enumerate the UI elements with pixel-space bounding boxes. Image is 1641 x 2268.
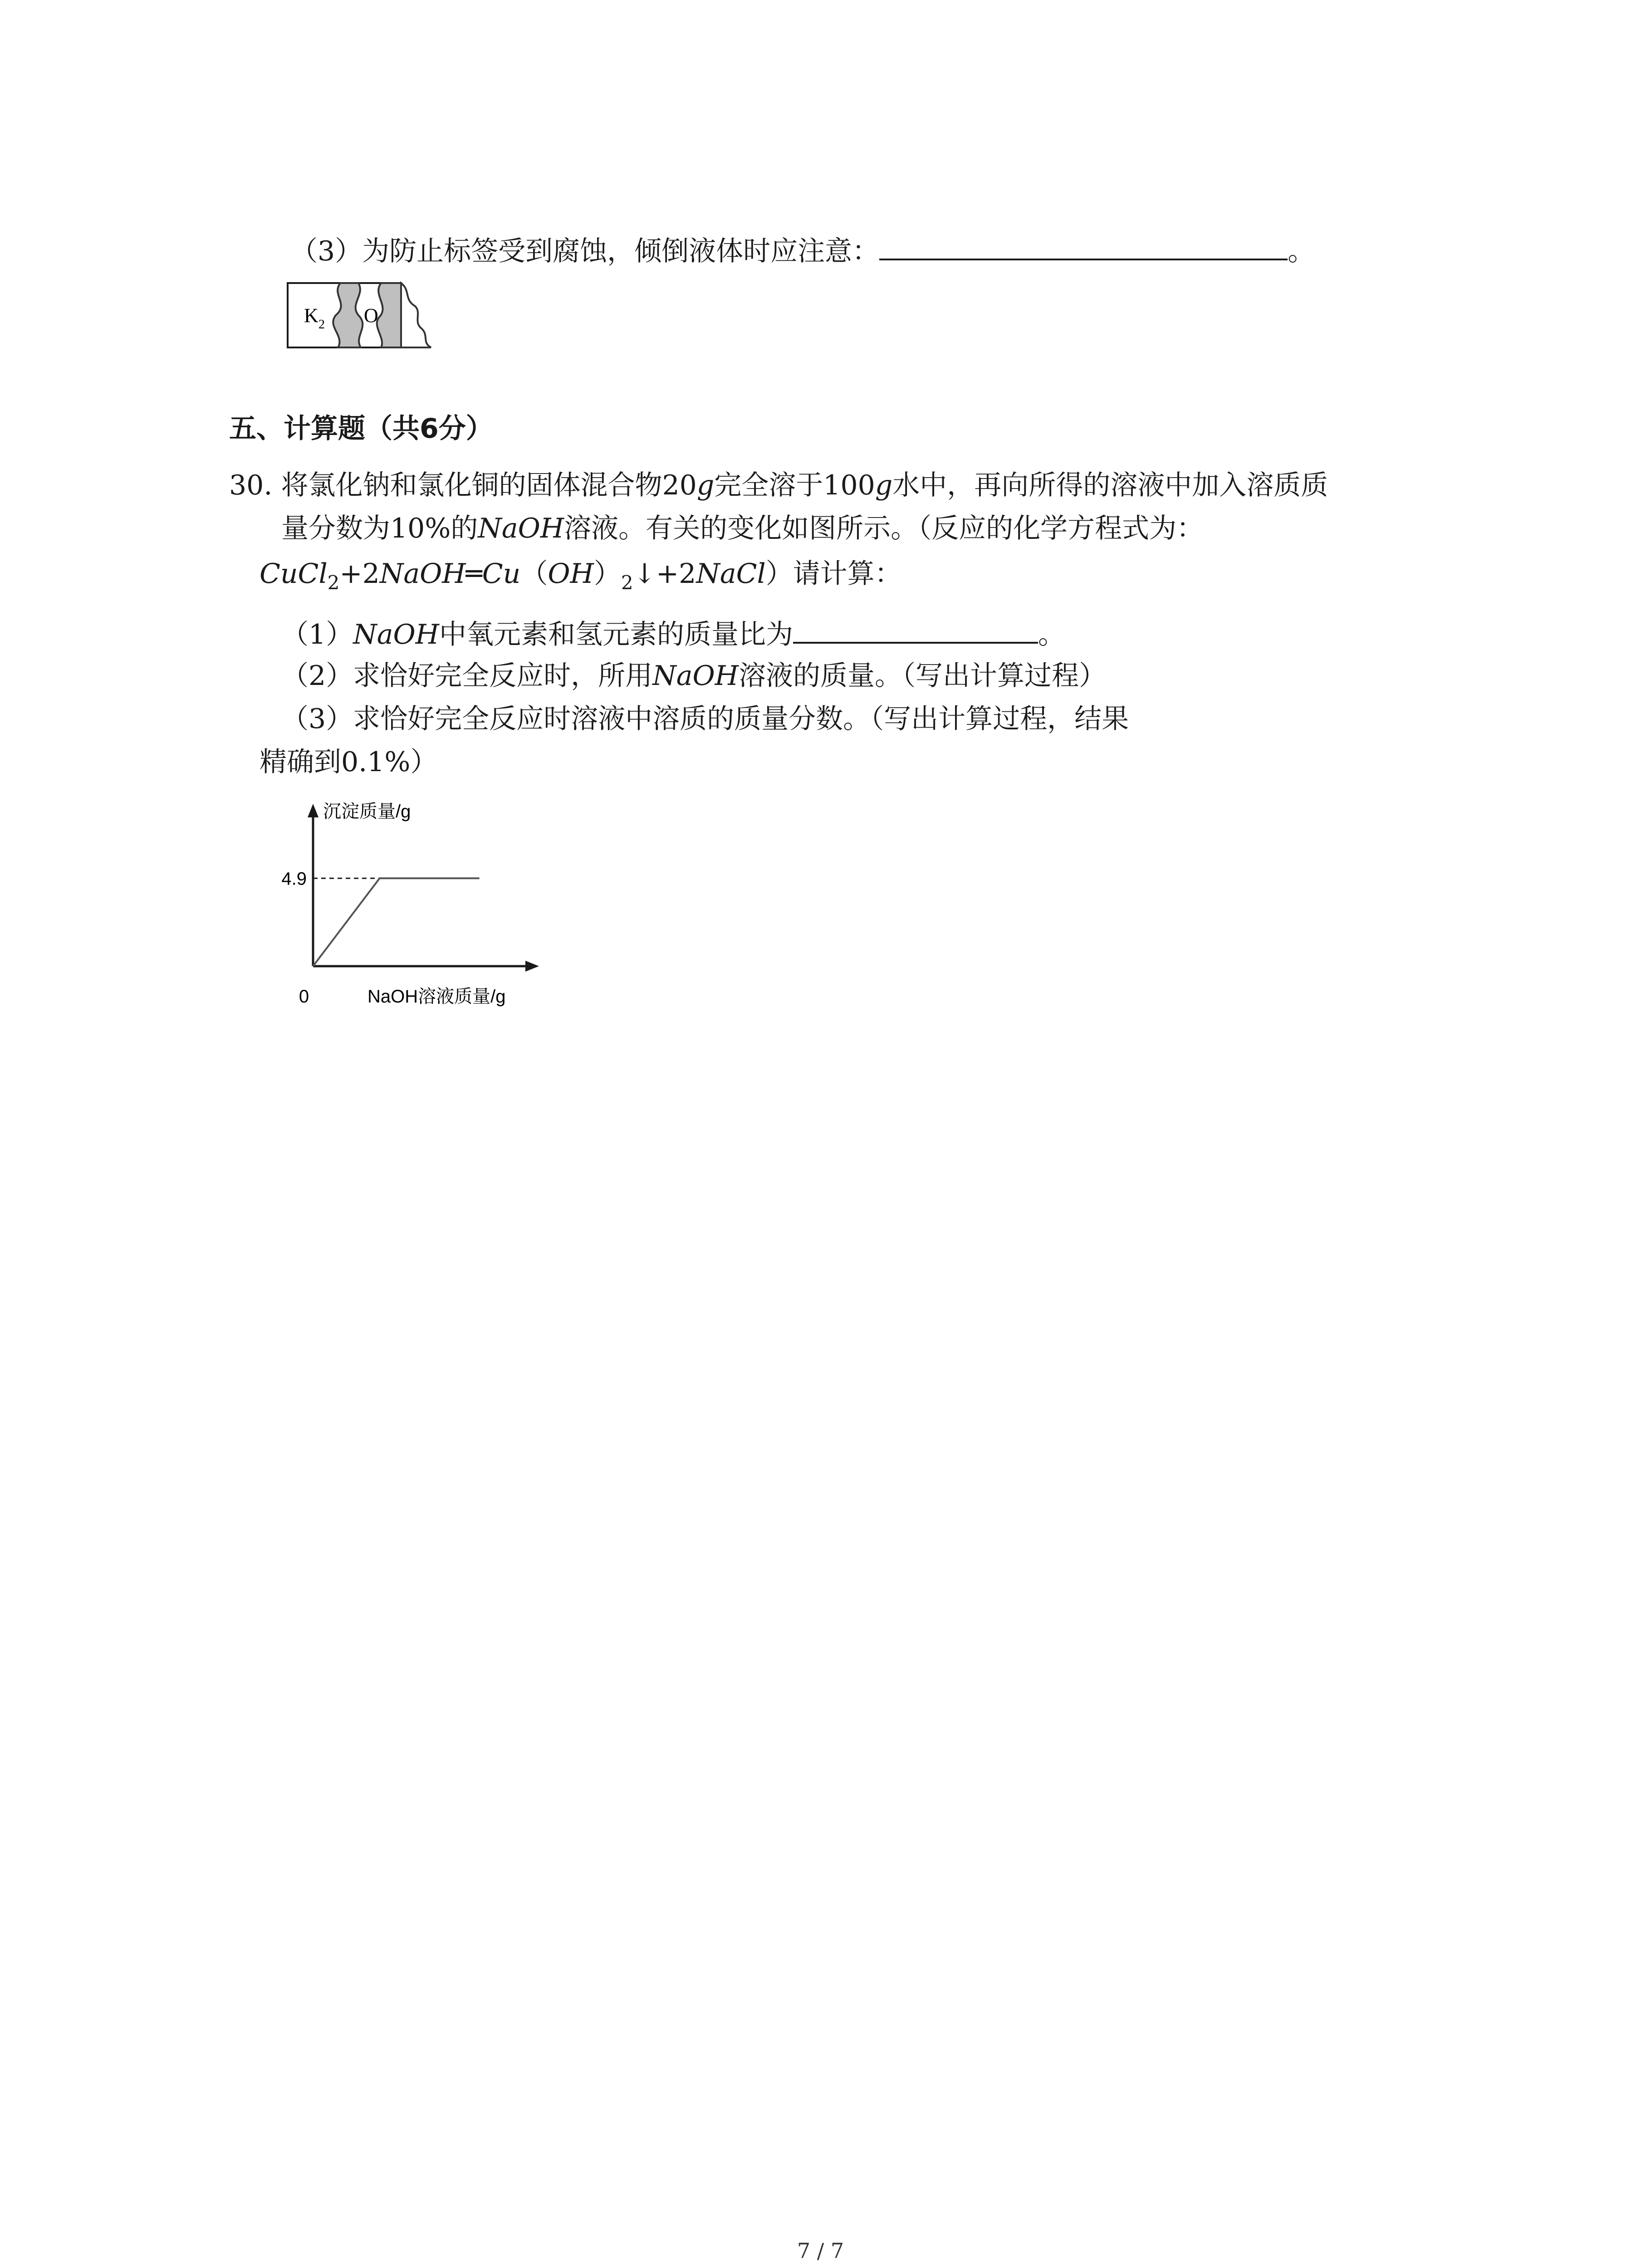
q30-text: 水中，再向所得的溶液中加入溶质质 [892,469,1328,501]
precipitate-arrow-coefficient: ↓+2 [633,558,696,590]
paren-open: （ [520,558,548,590]
q30-text: ）请计算： [765,558,902,590]
q3-sub-question [290,231,1315,269]
formula-naoh: NaOH [353,619,439,650]
x-axis-label: NaOH溶液质量/g [367,987,506,1007]
plus-coefficient: +2 [339,558,380,590]
q30-text: 溶液的质量。（写出计算过程） [738,660,1106,692]
label-letter-k: K [304,304,318,327]
q30-equation [260,556,902,601]
q30-sub-1 [281,615,1065,653]
q30-sub-3-continued: 精确到0.1%） [260,746,438,778]
formula-cu: Cu [482,558,521,590]
q30-text: 溶液。有关的变化如图所示。（反应的化学方程式为： [564,513,1204,544]
q30-line-2 [281,510,1204,547]
corroded-label-image [286,281,440,349]
q30-text: （3）求恰好完全反应时溶液中溶质的质量分数。（写出计算过程，结果 [281,703,1129,735]
y-tick-label: 4.9 [281,869,307,889]
unit-g: g [696,469,715,501]
formula-naoh: NaOH [379,558,466,590]
q3-suffix: 。 [1288,235,1315,267]
precipitate-mass-chart [259,798,540,1012]
answer-blank[interactable] [793,615,1038,644]
q30-text: （2）求恰好完全反应时，所用 [281,660,653,692]
formula-oh: OH [548,558,594,590]
y-axis-arrow-icon [308,804,318,817]
formula-nacl: NaCl [696,558,766,590]
formula-naoh: NaOH [478,513,564,544]
q30-text: 量分数为10%的 [281,513,478,544]
series-line [313,878,480,966]
y-axis-label: 沉淀质量/g [323,802,411,821]
answer-blank[interactable] [879,231,1288,260]
equals-sign: ═ [465,558,482,590]
x-axis-arrow-icon [525,961,539,972]
q30-number: 30. [229,469,273,501]
q30-text: 。 [1038,619,1065,650]
formula-cucl: CuCl [260,558,328,590]
q30-sub-3 [281,701,1129,737]
origin-label: 0 [299,987,309,1007]
paren-close: ） [593,558,621,590]
q30-sub-2 [281,658,1106,694]
q3-prefix: （3）为防止标签受到腐蚀，倾倒液体时应注意： [290,235,880,267]
unit-g: g [875,469,893,501]
q30-line-1 [229,467,1328,503]
q30-text: 将氯化钠和氯化铜的固体混合物20 [281,469,697,501]
q30-text: 中氧元素和氢元素的质量比为 [439,619,793,650]
subscript: 2 [621,572,633,594]
q30-text: 完全溶于100 [714,469,875,501]
subscript: 2 [327,572,340,594]
section-title: 五、计算题（共6分） [229,413,493,445]
sub-number: （1） [281,619,353,650]
label-letter-k-sub: 2 [318,318,325,332]
formula-naoh: NaOH [652,660,739,692]
page-number: 7 / 7 [797,2239,844,2263]
label-letter-o: O [364,304,378,327]
